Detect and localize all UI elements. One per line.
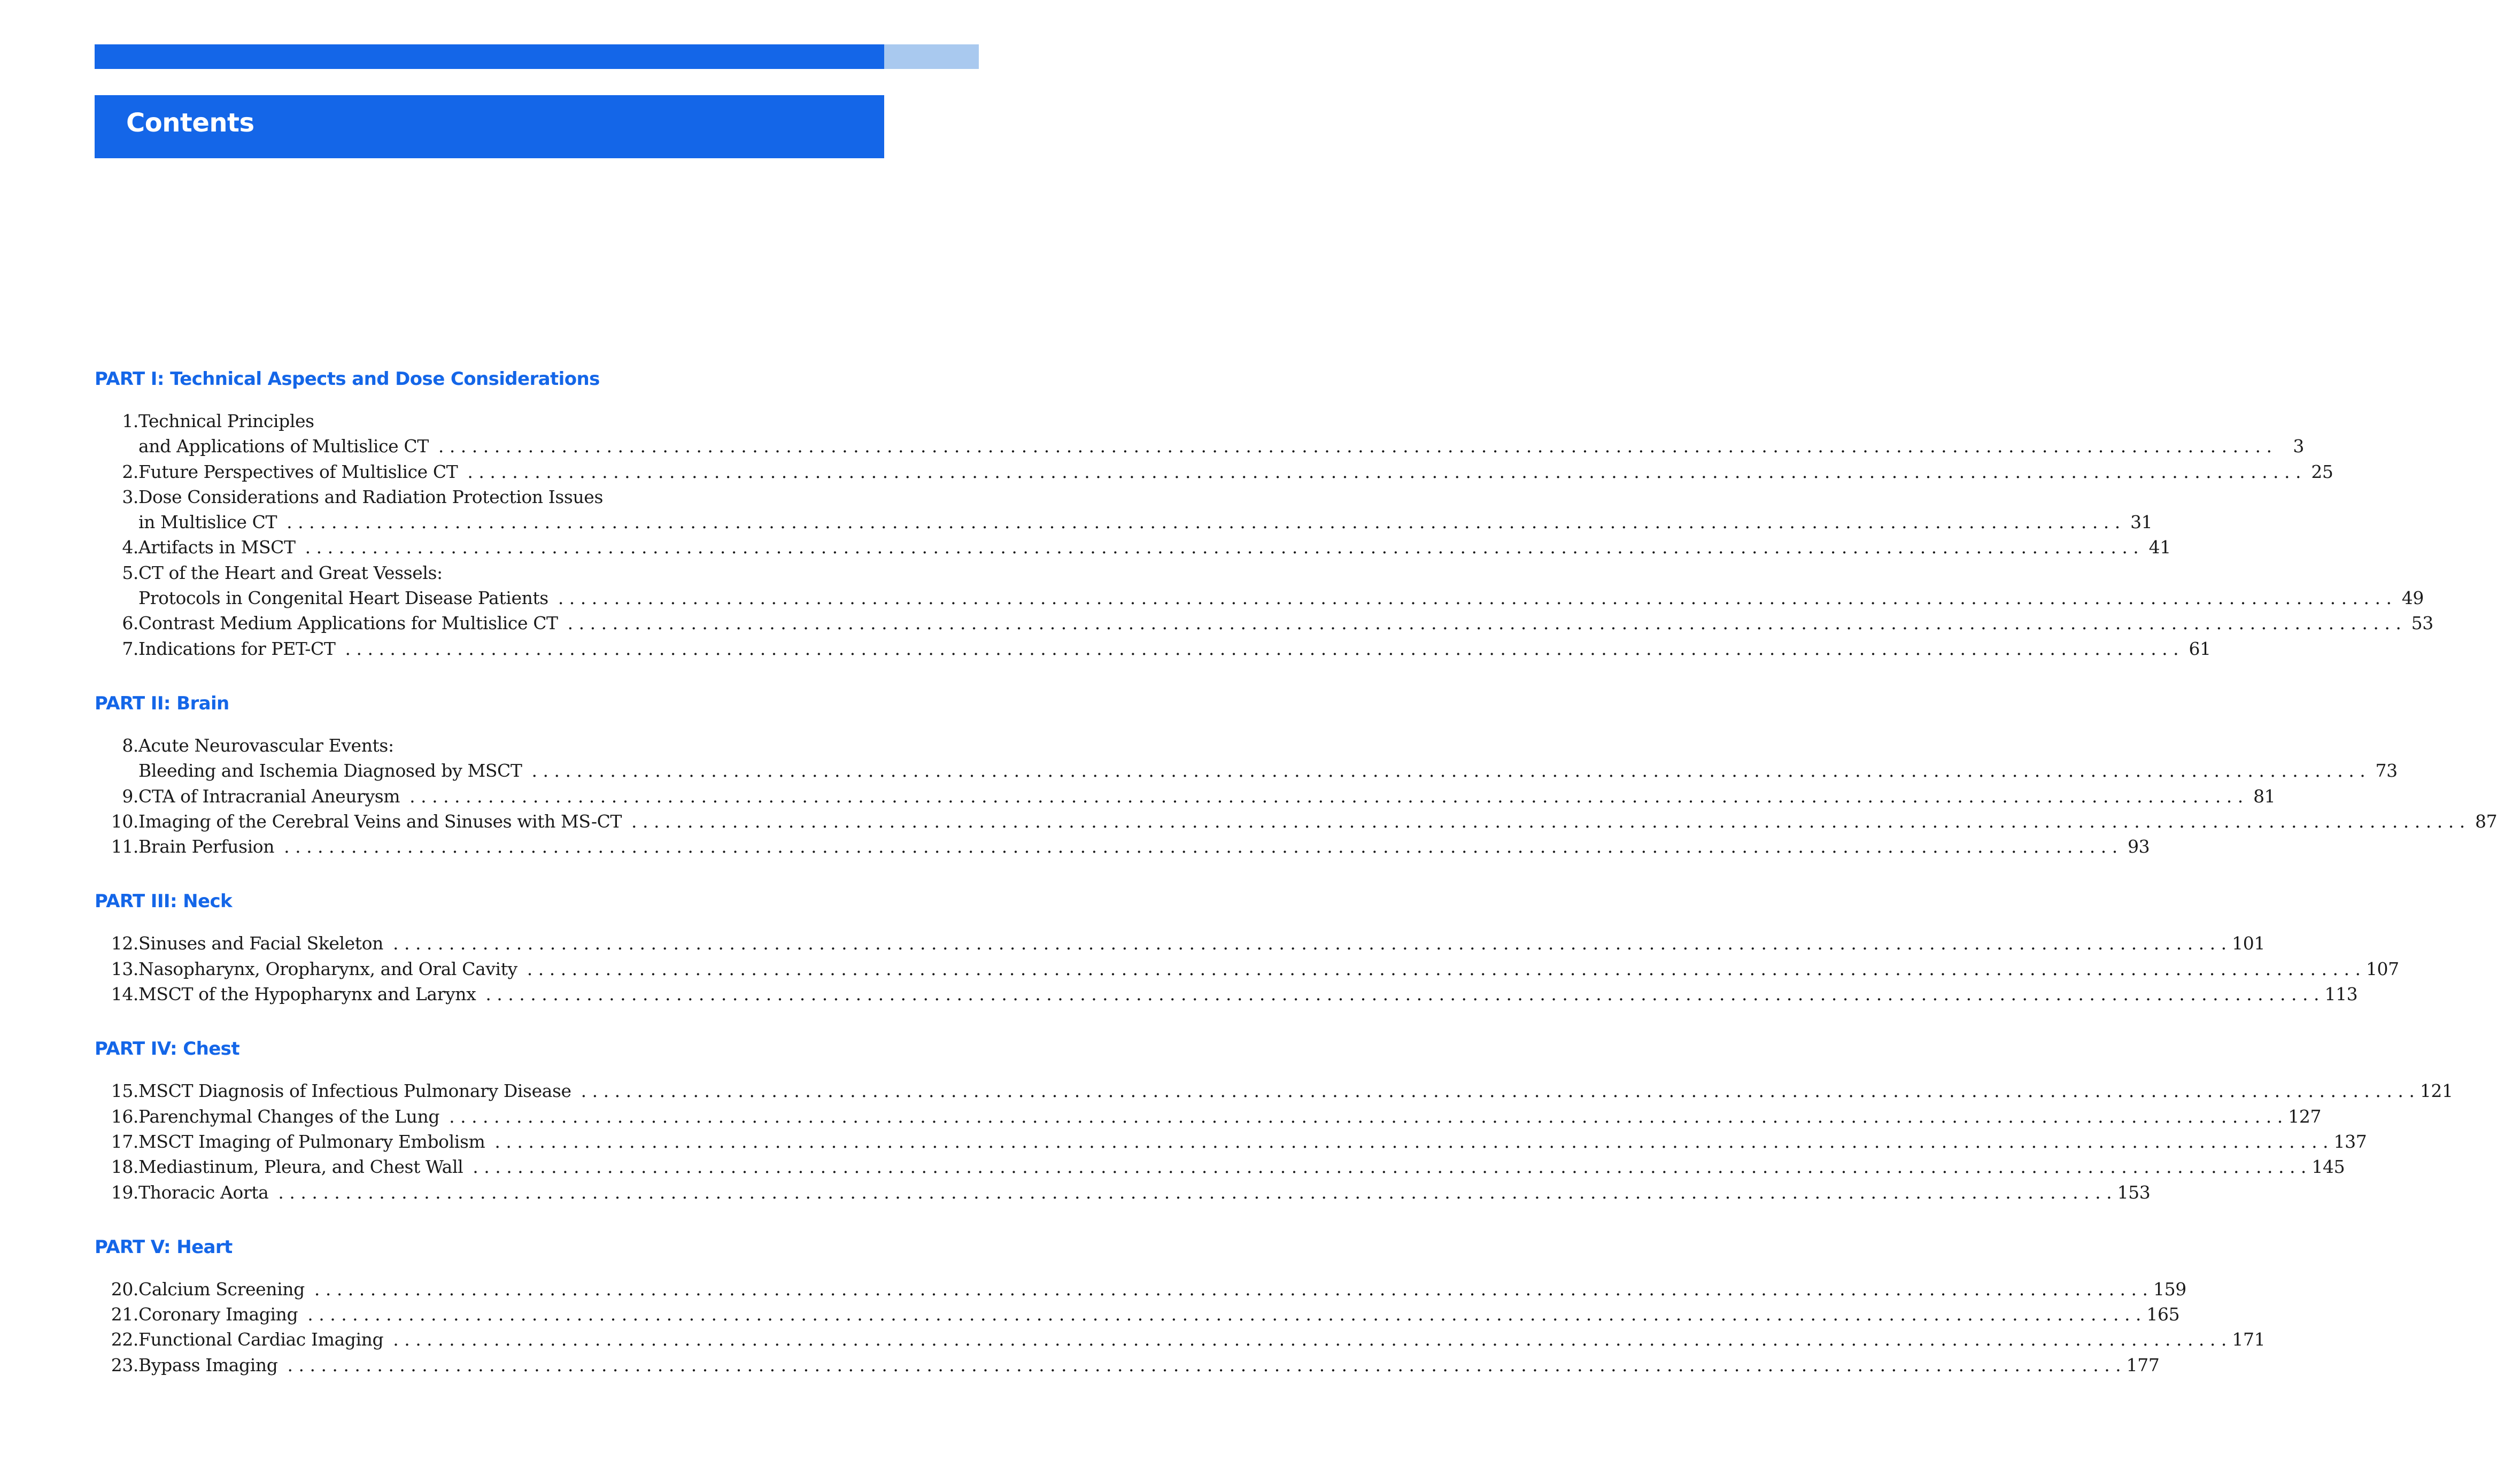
chapter-number: 8.	[122, 735, 138, 756]
toc-entry[interactable]	[95, 809, 2497, 834]
chapter-number: 12.	[111, 933, 138, 954]
dot-leader	[288, 1352, 2121, 1378]
chapter-title: CT of the Heart and Great Vessels:	[138, 562, 443, 583]
toc-entry[interactable]	[95, 610, 2433, 636]
toc-entry[interactable]	[95, 931, 2265, 956]
part-heading: PART IV: Chest	[95, 1038, 239, 1060]
page-number: 81	[2253, 785, 2276, 807]
chapter-title: Nasopharynx, Oropharynx, and Oral Cavity	[138, 958, 517, 979]
toc-entry[interactable]	[95, 459, 2333, 484]
chapter-title: Sinuses and Facial Skeleton	[138, 933, 383, 954]
chapter-title: Acute Neurovascular Events:	[138, 735, 394, 756]
dot-leader	[305, 535, 2139, 560]
chapter-number: 10.	[111, 810, 138, 832]
chapter-title: Indications for PET-CT	[138, 638, 336, 659]
toc-entry[interactable]	[95, 560, 2424, 611]
part-heading: PART I: Technical Aspects and Dose Considerations	[95, 368, 600, 390]
dot-leader	[494, 1129, 2328, 1154]
chapter-title: Brain Perfusion	[138, 836, 275, 857]
toc-entry[interactable]	[95, 1327, 2266, 1352]
chapter-title: Bypass Imaging	[138, 1354, 278, 1375]
chapter-title: Coronary Imaging	[138, 1304, 298, 1325]
chapter-number: 17.	[111, 1131, 138, 1152]
page-number: 171	[2232, 1329, 2266, 1350]
chapter-title: MSCT Diagnosis of Infectious Pulmonary Disease	[138, 1080, 571, 1102]
page-number: 31	[2130, 512, 2153, 533]
toc-entry[interactable]	[95, 1078, 2453, 1103]
toc-part	[95, 1038, 2453, 1204]
chapter-title: Mediastinum, Pleura, and Chest Wall	[138, 1156, 463, 1178]
dot-leader	[307, 1302, 2141, 1327]
chapter-number: 16.	[111, 1106, 138, 1127]
part-heading: PART III: Neck	[95, 891, 233, 913]
chapter-number: 3.	[122, 486, 138, 507]
toc-entry[interactable]	[95, 733, 2398, 784]
toc-entry[interactable]	[95, 1104, 2322, 1129]
toc-part	[95, 1236, 2266, 1378]
page-number: 25	[2311, 461, 2333, 482]
page-number: 107	[2365, 958, 2399, 979]
dot-leader	[314, 1277, 2148, 1302]
part-heading: PART II: Brain	[95, 692, 229, 714]
chapter-title: Functional Cardiac Imaging	[138, 1329, 384, 1350]
chapter-number: 19.	[111, 1181, 138, 1203]
toc-entry[interactable]	[95, 1180, 2151, 1205]
page-number: 137	[2333, 1131, 2367, 1152]
dot-leader	[532, 758, 2365, 783]
dot-leader	[438, 434, 2272, 459]
toc-entry[interactable]	[95, 1302, 2180, 1327]
chapter-title: Bleeding and Ischemia Diagnosed by MSCT	[138, 760, 522, 782]
dot-leader	[287, 509, 2120, 535]
dot-leader	[284, 834, 2117, 859]
toc-entry[interactable]	[95, 956, 2399, 981]
toc-entry[interactable]	[95, 1129, 2367, 1154]
header-color-bar-tail	[884, 44, 979, 69]
page-number: 101	[2232, 933, 2265, 954]
chapter-number: 2.	[122, 461, 138, 482]
page-number: 159	[2153, 1278, 2186, 1300]
dot-leader	[409, 784, 2243, 809]
chapter-number: 1.	[122, 411, 138, 431]
page-number: 177	[2126, 1354, 2160, 1375]
chapter-number: 15.	[111, 1080, 138, 1102]
chapter-title: and Applications of Multislice CT	[138, 436, 429, 457]
chapter-number: 23.	[111, 1354, 138, 1375]
chapter-number: 5.	[122, 562, 138, 583]
chapter-title: Thoracic Aorta	[138, 1181, 269, 1203]
chapter-title: MSCT of the Hypopharynx and Larynx	[138, 984, 476, 1005]
chapter-number: 4.	[122, 537, 138, 558]
chapter-title: in Multislice CT	[138, 512, 277, 533]
page-number: 165	[2146, 1304, 2180, 1325]
chapter-number: 11.	[111, 836, 138, 857]
chapter-title: Imaging of the Cerebral Veins and Sinuses with MS-CT	[138, 810, 622, 832]
dot-leader	[485, 981, 2319, 1007]
toc-entry[interactable]	[95, 636, 2211, 661]
page-number: 53	[2411, 613, 2433, 634]
toc-entry[interactable]	[95, 1154, 2345, 1179]
chapter-number: 20.	[111, 1278, 138, 1300]
page-number: 87	[2475, 810, 2497, 832]
dot-leader	[393, 1327, 2227, 1352]
chapter-title: Calcium Screening	[138, 1278, 305, 1300]
toc-entry[interactable]	[95, 1277, 2186, 1302]
chapter-number: 22.	[111, 1329, 138, 1350]
dot-leader	[558, 585, 2392, 610]
dot-leader	[393, 931, 2227, 956]
page-number: 145	[2312, 1156, 2345, 1178]
toc-part	[95, 890, 2399, 1007]
dot-leader	[345, 636, 2179, 661]
dot-leader	[631, 809, 2465, 834]
dot-leader	[449, 1104, 2283, 1129]
chapter-title: Artifacts in MSCT	[138, 537, 296, 558]
chapter-number: 13.	[111, 958, 138, 979]
chapter-title: Protocols in Congenital Heart Disease Patients	[138, 588, 548, 609]
dot-leader	[467, 459, 2301, 484]
page-number: 61	[2189, 638, 2211, 659]
chapter-title: Technical Principles	[138, 411, 314, 431]
page-number: 93	[2128, 836, 2150, 857]
page-number: 153	[2117, 1181, 2151, 1203]
chapter-number: 9.	[122, 785, 138, 807]
page-number: 41	[2148, 537, 2171, 558]
dot-leader	[581, 1078, 2415, 1103]
page-number: 73	[2375, 760, 2398, 782]
dot-leader	[473, 1154, 2306, 1179]
page-title: Contents	[126, 108, 254, 138]
title-banner	[95, 95, 884, 158]
table-of-contents	[95, 368, 2497, 1409]
dot-leader	[527, 956, 2361, 981]
toc-part	[95, 368, 2433, 661]
toc-entry[interactable]	[95, 981, 2358, 1007]
part-heading: PART V: Heart	[95, 1236, 233, 1258]
chapter-number: 14.	[111, 984, 138, 1005]
chapter-title: Dose Considerations and Radiation Protection Issues	[138, 486, 603, 507]
chapter-title: Parenchymal Changes of the Lung	[138, 1106, 440, 1127]
toc-entry[interactable]	[95, 535, 2171, 560]
toc-entry[interactable]	[95, 408, 2304, 459]
page-number: 121	[2419, 1080, 2453, 1102]
toc-entry[interactable]	[95, 484, 2153, 535]
toc-entry[interactable]	[95, 1352, 2160, 1378]
page-number: 49	[2401, 588, 2424, 609]
chapter-number: 18.	[111, 1156, 138, 1178]
toc-part	[95, 692, 2497, 859]
toc-entry[interactable]	[95, 784, 2276, 809]
chapter-number: 7.	[122, 638, 138, 659]
chapter-title: MSCT Imaging of Pulmonary Embolism	[138, 1131, 485, 1152]
chapter-number: 21.	[111, 1304, 138, 1325]
chapter-title: Future Perspectives of Multislice CT	[138, 461, 458, 482]
chapter-title: Contrast Medium Applications for Multislice CT	[138, 613, 558, 634]
toc-entry[interactable]	[95, 834, 2150, 859]
chapter-number: 6.	[122, 613, 138, 634]
page-number: 3	[2293, 436, 2304, 457]
page-number: 113	[2324, 984, 2358, 1005]
page-number: 127	[2288, 1106, 2322, 1127]
dot-leader	[278, 1180, 2112, 1205]
chapter-title: CTA of Intracranial Aneurysm	[138, 785, 400, 807]
header-color-bar	[95, 44, 884, 69]
dot-leader	[568, 610, 2401, 636]
